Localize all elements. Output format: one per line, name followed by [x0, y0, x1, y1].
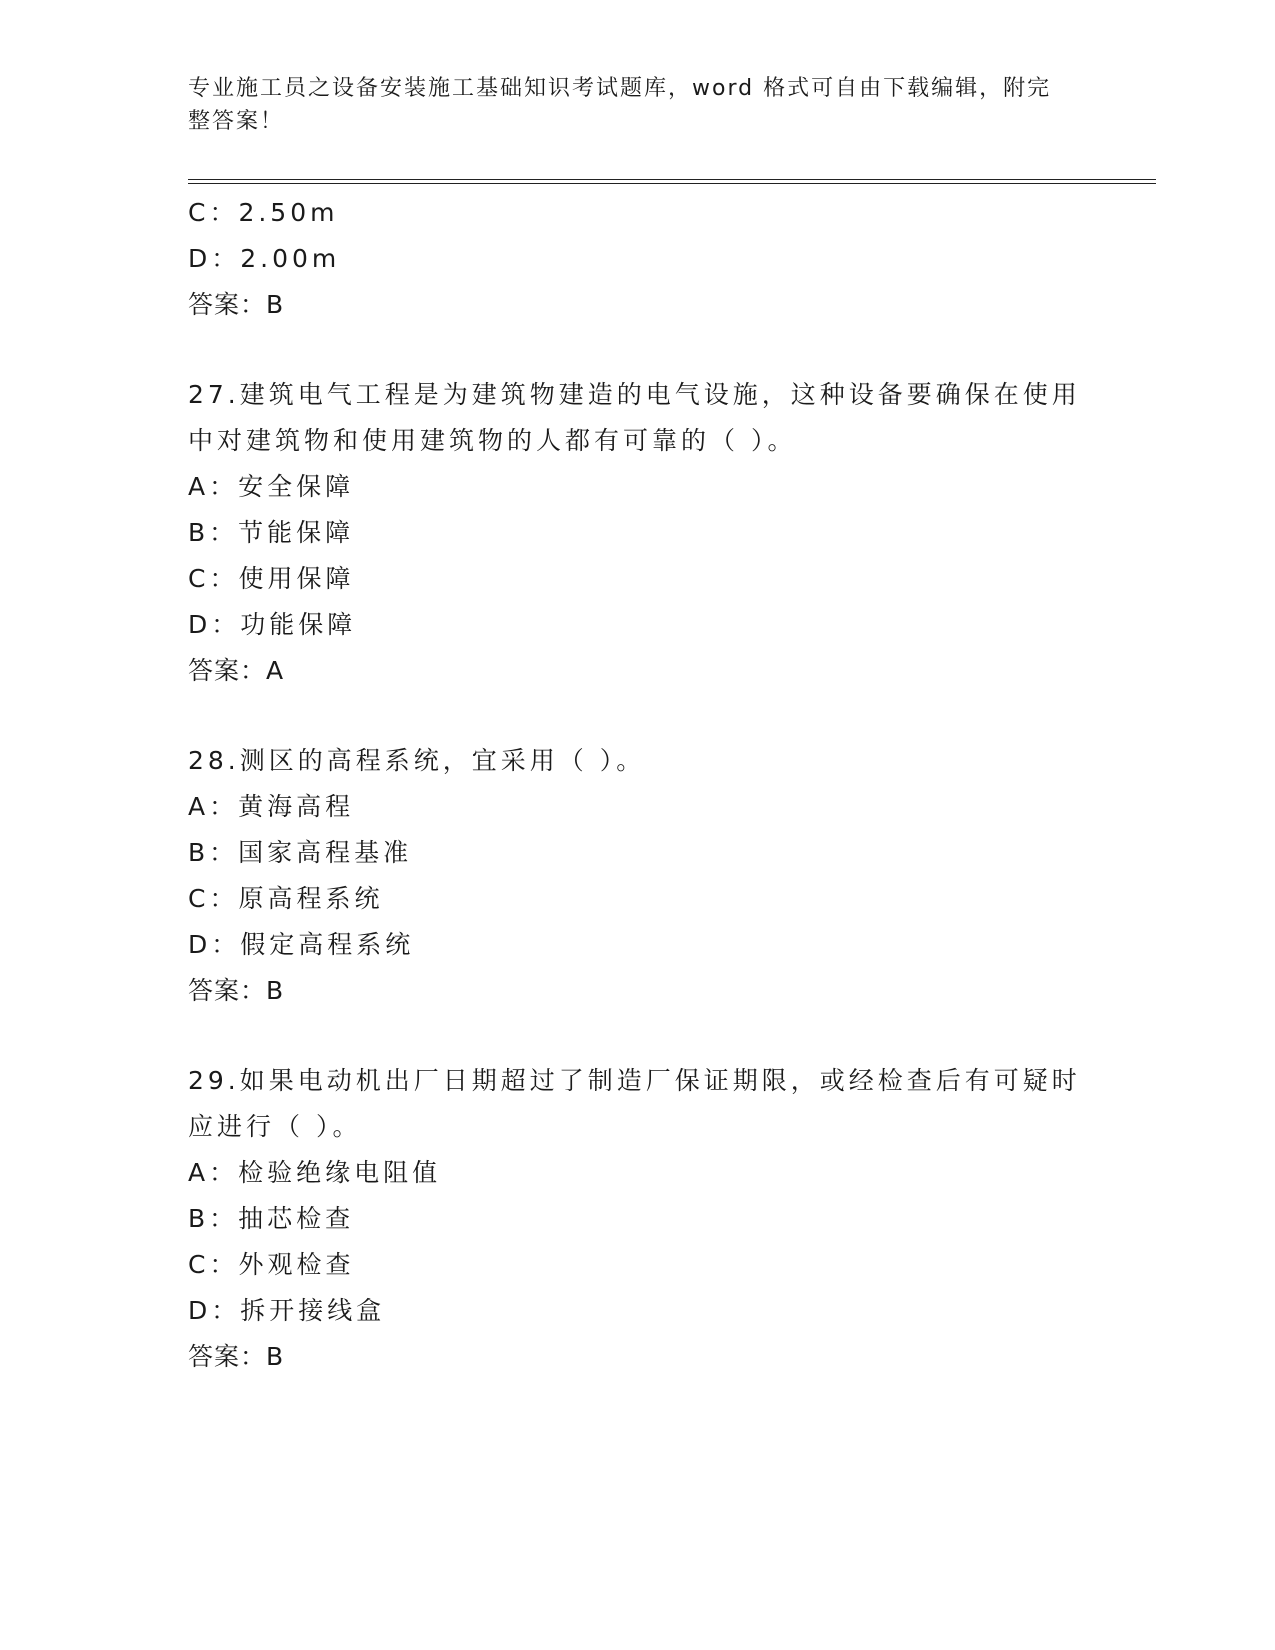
question-block-27	[188, 372, 1088, 694]
option-b: B：抽芯检查	[188, 1204, 355, 1233]
header-line-2: 整答案！	[188, 109, 285, 134]
question-stem: 29.如果电动机出厂日期超过了制造厂保证期限，或经检查后有可疑时	[188, 1066, 1081, 1095]
option-c: C：原高程系统	[188, 884, 384, 913]
question-stem-cont: 应进行（ ）。	[188, 1112, 362, 1141]
option-c: C：外观检查	[188, 1250, 355, 1279]
option-c: C：2.50m	[188, 198, 339, 227]
header-divider-top	[188, 179, 1156, 180]
answer-line: 答案：B	[188, 976, 285, 1005]
document-header	[188, 72, 1068, 138]
option-c: C：使用保障	[188, 564, 355, 593]
question-block-26	[188, 190, 1088, 328]
option-d: D：拆开接线盒	[188, 1296, 386, 1325]
question-stem: 27.建筑电气工程是为建筑物建造的电气设施，这种设备要确保在使用	[188, 380, 1081, 409]
question-stem-cont: 中对建筑物和使用建筑物的人都有可靠的（ ）。	[188, 426, 797, 455]
option-d: D：假定高程系统	[188, 930, 415, 959]
answer-line: 答案：B	[188, 1342, 285, 1371]
question-block-28	[188, 738, 1088, 1014]
question-block-29	[188, 1058, 1088, 1380]
question-stem: 28.测区的高程系统，宜采用（ ）。	[188, 746, 646, 775]
header-line-1: 专业施工员之设备安装施工基础知识考试题库，word 格式可自由下载编辑，附完	[188, 76, 1052, 101]
option-a: A：安全保障	[188, 472, 355, 501]
option-d: D：2.00m	[188, 244, 341, 273]
option-a: A：黄海高程	[188, 792, 355, 821]
answer-line: 答案：B	[188, 290, 285, 319]
option-a: A：检验绝缘电阻值	[188, 1158, 442, 1187]
answer-line: 答案：A	[188, 656, 285, 685]
option-b: B：国家高程基准	[188, 838, 413, 867]
option-b: B：节能保障	[188, 518, 355, 547]
option-d: D：功能保障	[188, 610, 357, 639]
header-divider-bottom	[188, 183, 1156, 184]
question-list	[188, 190, 1088, 1380]
